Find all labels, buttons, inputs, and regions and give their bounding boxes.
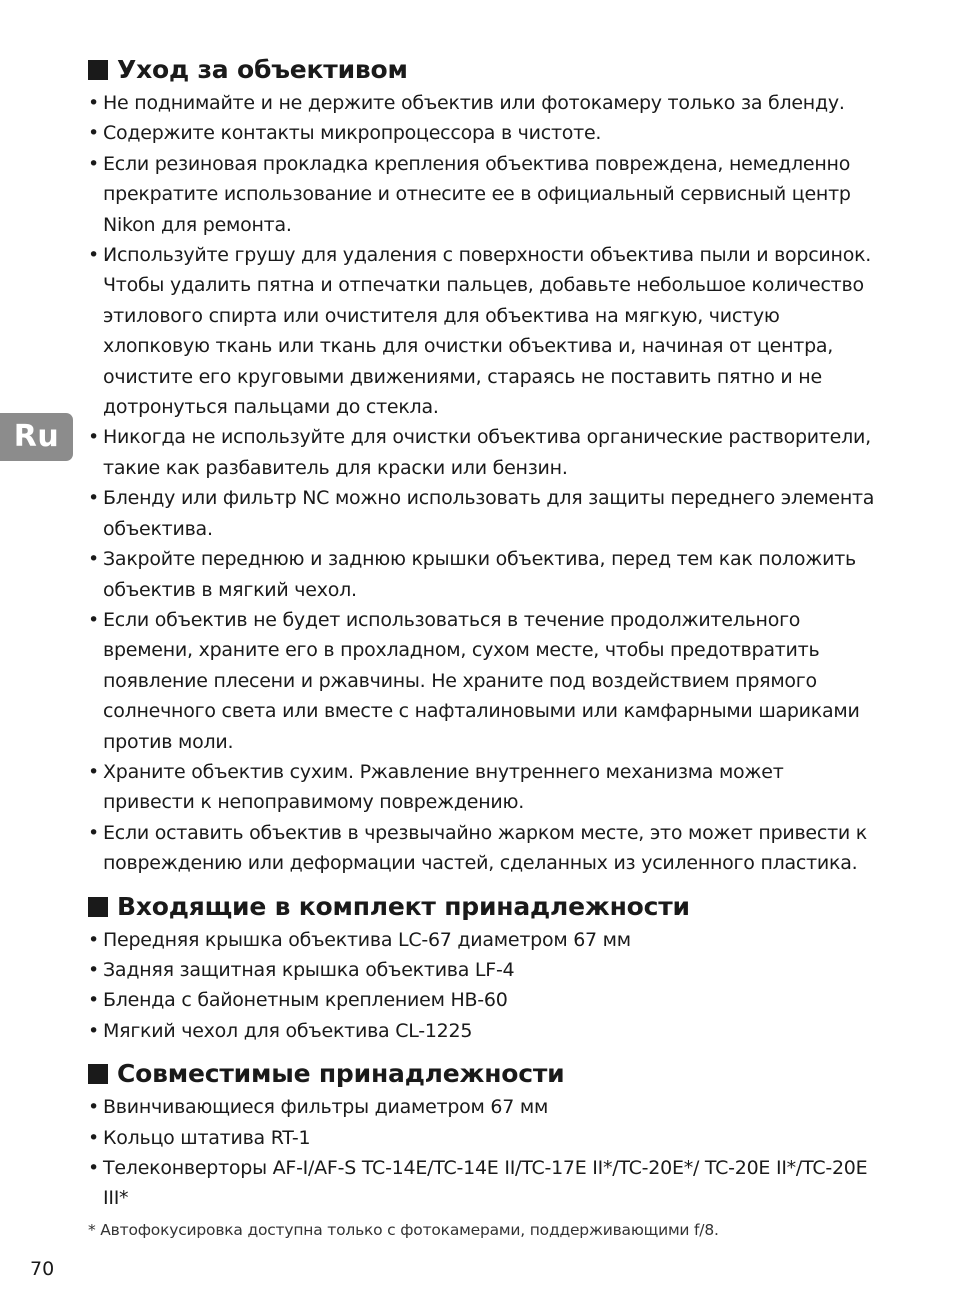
square-bullet-icon bbox=[88, 1064, 108, 1084]
list-item: • Содержите контакты микропроцессора в чистоте. bbox=[88, 118, 878, 148]
bullet-list bbox=[88, 88, 878, 879]
square-bullet-icon bbox=[88, 60, 108, 80]
list-item: • Телеконверторы AF-I/AF-S TC-14E/TC-14E II/TC-17E II*/TC-20E*/ TC-20E II*/TC-20E III* bbox=[88, 1153, 878, 1214]
list-item: • Не поднимайте и не держите объектив или фотокамеру только за бленду. bbox=[88, 88, 878, 118]
page-content bbox=[88, 52, 878, 1242]
list-item: • Бленду или фильтр NC можно использовать для защиты переднего элемента объектива. bbox=[88, 483, 878, 544]
section-title bbox=[88, 889, 878, 925]
language-tab: Ru bbox=[0, 413, 73, 461]
list-item: • Если оставить объектив в чрезвычайно жарком месте, это может привести к повреждению или деформации частей, сделанных из усиленного пластика. bbox=[88, 818, 878, 879]
page-number: 70 bbox=[30, 1258, 55, 1280]
section-supplied-accessories bbox=[88, 889, 878, 1047]
section-lens-care bbox=[88, 52, 878, 879]
list-item: • Мягкий чехол для объектива CL-1225 bbox=[88, 1016, 878, 1046]
list-item: • Кольцо штатива RT-1 bbox=[88, 1123, 878, 1153]
list-item: • Передняя крышка объектива LC-67 диаметром 67 мм bbox=[88, 925, 878, 955]
list-item: • Задняя защитная крышка объектива LF-4 bbox=[88, 955, 878, 985]
section-title bbox=[88, 1056, 878, 1092]
list-item: • Если объектив не будет использоваться в течение продолжительного времени, храните его в прохладном, сухом месте, чтобы предотвратить появление плесени и ржавчины. Не храните под воздействием прямого солнечного света или вместе с нафталиновыми или камфарными шариками против моли. bbox=[88, 605, 878, 757]
list-item: • Ввинчивающиеся фильтры диаметром 67 мм bbox=[88, 1092, 878, 1122]
list-item: • Если резиновая прокладка крепления объектива повреждена, немедленно прекратите использование и отнесите ее в официальный сервисный центр Nikon для ремонта. bbox=[88, 149, 878, 240]
section-title-text: Входящие в комплект принадлежности bbox=[117, 891, 690, 921]
list-item: • Храните объектив сухим. Ржавление внутреннего механизма может привести к непоправимому повреждению. bbox=[88, 757, 878, 818]
section-title-text: Совместимые принадлежности bbox=[117, 1059, 565, 1089]
list-item: • Никогда не используйте для очистки объектива органические растворители, такие как разбавитель для краски или бензин. bbox=[88, 422, 878, 483]
section-compatible-accessories bbox=[88, 1056, 878, 1214]
list-item: • Закройте переднюю и заднюю крышки объектива, перед тем как положить объектив в мягкий чехол. bbox=[88, 544, 878, 605]
section-title bbox=[88, 52, 878, 88]
section-title-text: Уход за объективом bbox=[117, 55, 408, 84]
list-item: • Бленда с байонетным креплением HB-60 bbox=[88, 985, 878, 1015]
bullet-list bbox=[88, 1092, 878, 1214]
list-item: • Используйте грушу для удаления с поверхности объектива пыли и ворсинок. Чтобы удалить пятна и отпечатки пальцев, добавьте небольшое количество этилового спирта или очистителя для объектива на мягкую, чистую хлопковую ткань или ткань для очистки объектива и, начиная от центра, очистите его круговыми движениями, стараясь не поставить пятно и не дотронуться пальцами до стекла. bbox=[88, 240, 878, 422]
square-bullet-icon bbox=[88, 897, 108, 917]
footnote: * Автофокусировка доступна только с фотокамерами, поддерживающими f/8. bbox=[88, 1220, 719, 1239]
bullet-list bbox=[88, 925, 878, 1047]
